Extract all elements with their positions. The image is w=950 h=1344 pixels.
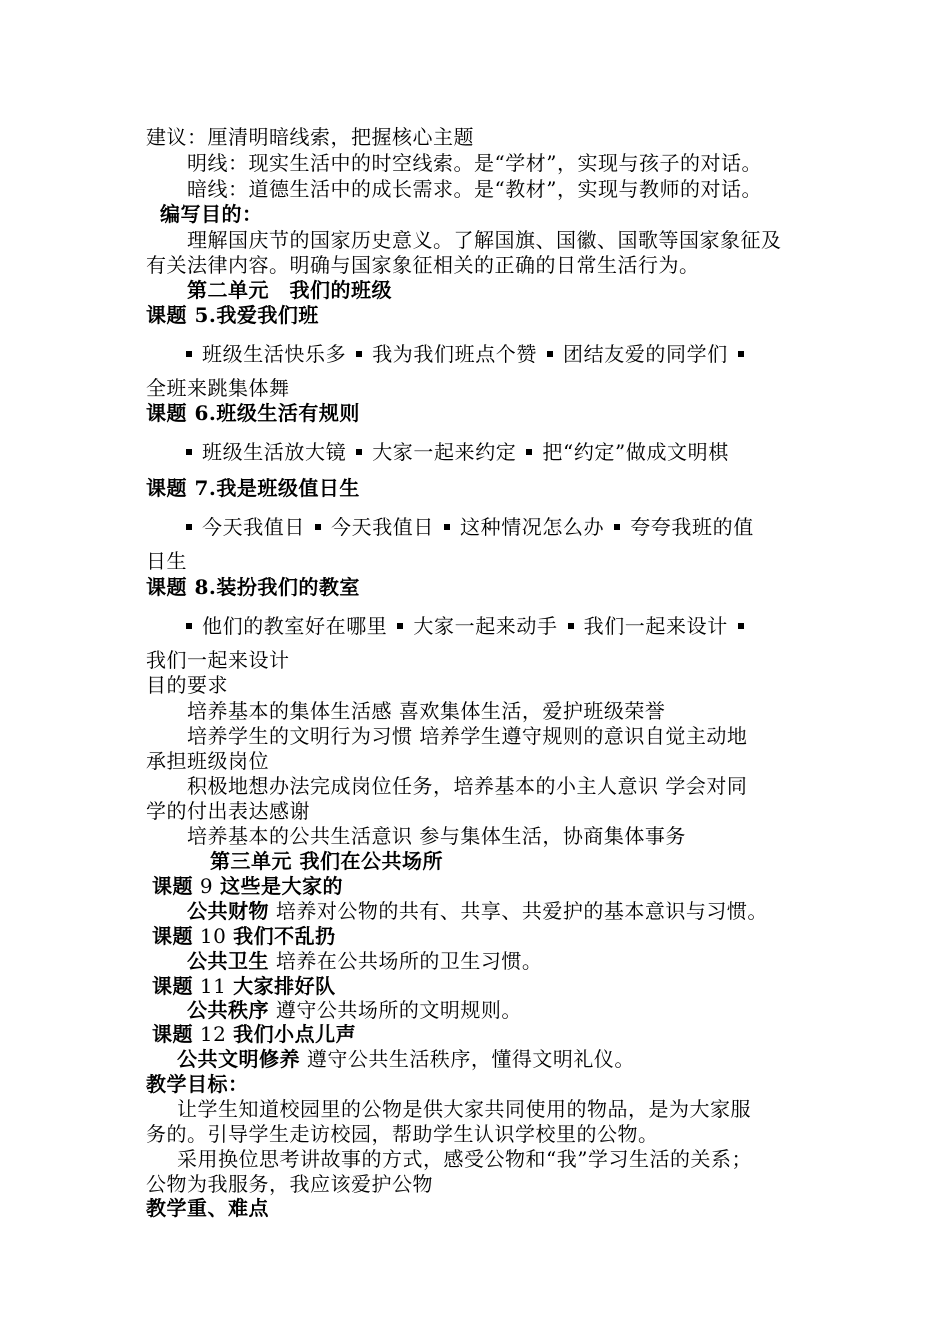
lesson-11-text: 公共秩序 遵守公共场所的文明规则。 [187, 998, 522, 1022]
list-item: 夸夸我班的值 [630, 515, 754, 539]
bullet-square-icon [186, 524, 192, 530]
bullet-square-icon [397, 623, 403, 629]
bullet-square-icon [356, 351, 362, 357]
list-item: 团结友爱的同学们 [563, 342, 728, 366]
bullet-square-icon [547, 351, 553, 357]
lesson-9-heading: 课题 9 这些是大家的 [152, 874, 343, 898]
bullet-square-icon [444, 524, 450, 530]
list-item: 我为我们班点个赞 [372, 342, 538, 366]
list-item: 这种情况怎么办 [460, 515, 605, 539]
writing-purpose-heading: 编写目的： [160, 202, 263, 226]
goal-3: 积极地想办法完成岗位任务，培养基本的小主人意识 学会对同 [187, 774, 748, 798]
purpose-text-1: 理解国庆节的国家历史意义。了解国旗、国徽、国歌等国家象征及 [187, 228, 782, 252]
list-item: 班级生活放大镜 [202, 440, 347, 464]
list-item: 大家一起来动手 [413, 614, 558, 638]
lesson-5-bullets [176, 341, 754, 367]
unit-3-heading: 第三单元 我们在公共场所 [210, 849, 443, 873]
lesson-6-bullets [176, 439, 729, 465]
bullet-square-icon [186, 623, 192, 629]
goal-2: 培养学生的文明行为习惯 培养学生遵守规则的意识自觉主动地 [187, 724, 748, 748]
lesson-10-heading: 课题 10 我们不乱扔 [152, 924, 336, 948]
lesson-5-bullet-cont: 全班来跳集体舞 [146, 376, 290, 400]
bullet-square-icon [315, 524, 321, 530]
goal-2-cont: 承担班级岗位 [146, 749, 269, 773]
list-item: 大家一起来约定 [372, 440, 517, 464]
dark-line-text: 暗线：道德生活中的成长需求。是“教材”，实现与教师的对话。 [187, 177, 762, 201]
bright-line-text: 明线：现实生活中的时空线索。是“学材”，实现与孩子的对话。 [187, 151, 762, 175]
bullet-square-icon [738, 623, 744, 629]
bullet-square-icon [186, 351, 192, 357]
lesson-8-bullets [176, 613, 754, 639]
list-item: 班级生活快乐多 [202, 342, 347, 366]
lesson-9-text: 公共财物 培养对公物的共有、共享、共爱护的基本意识与习惯。 [187, 899, 768, 923]
list-item: 今天我值日 [331, 515, 434, 539]
lesson-11-heading: 课题 11 大家排好队 [152, 974, 336, 998]
list-item: 他们的教室好在哪里 [202, 614, 388, 638]
lesson-7-bullet-cont: 日生 [146, 549, 187, 573]
goal-4: 培养基本的公共生活意识 参与集体生活，协商集体事务 [187, 824, 686, 848]
lesson-12-text: 公共文明修养 遵守公共生活秩序，懂得文明礼仪。 [177, 1047, 635, 1071]
list-item: 把“约定”做成文明棋 [542, 440, 729, 464]
list-item: 我们一起来设计 [583, 614, 728, 638]
bullet-square-icon [186, 449, 192, 455]
list-item: 今天我值日 [202, 515, 305, 539]
goal-3-cont: 学的付出表达感谢 [146, 799, 310, 823]
purpose-text-2: 有关法律内容。明确与国家象征相关的正确的日常生活行为。 [146, 253, 700, 277]
bullet-square-icon [738, 351, 744, 357]
lesson-8-bullet-cont: 我们一起来设计 [146, 648, 290, 672]
teaching-goal-1-cont: 务的。引导学生走访校园，帮助学生认识学校里的公物。 [146, 1122, 659, 1146]
teaching-goal-1: 让学生知道校园里的公物是供大家共同使用的物品，是为大家服 [177, 1097, 751, 1121]
lesson-6-heading: 课题 6.班级生活有规则 [146, 401, 360, 425]
key-points-heading: 教学重、难点 [146, 1196, 269, 1220]
goal-1: 培养基本的集体生活感 喜欢集体生活，爱护班级荣誉 [187, 699, 666, 723]
lesson-12-heading: 课题 12 我们小点儿声 [152, 1022, 357, 1046]
bullet-square-icon [526, 449, 532, 455]
bullet-square-icon [614, 524, 620, 530]
bullet-square-icon [356, 449, 362, 455]
teaching-goal-2: 采用换位思考讲故事的方式，感受公物和“我”学习生活的关系； [177, 1147, 752, 1171]
lesson-10-text: 公共卫生 培养在公共场所的卫生习惯。 [187, 949, 543, 973]
teaching-goal-2-cont: 公物为我服务，我应该爱护公物 [146, 1172, 433, 1196]
goals-heading: 目的要求 [146, 673, 228, 697]
lesson-7-bullets [176, 514, 754, 540]
bullet-square-icon [568, 623, 574, 629]
suggestion-line: 建议：厘清明暗线索，把握核心主题 [146, 125, 474, 149]
teaching-goals-heading: 教学目标： [146, 1072, 249, 1096]
unit-2-heading: 第二单元 我们的班级 [187, 278, 392, 302]
lesson-5-heading: 课题 5.我爱我们班 [146, 303, 319, 327]
lesson-7-heading: 课题 7.我是班级值日生 [146, 476, 360, 500]
lesson-8-heading: 课题 8.装扮我们的教室 [146, 575, 360, 599]
